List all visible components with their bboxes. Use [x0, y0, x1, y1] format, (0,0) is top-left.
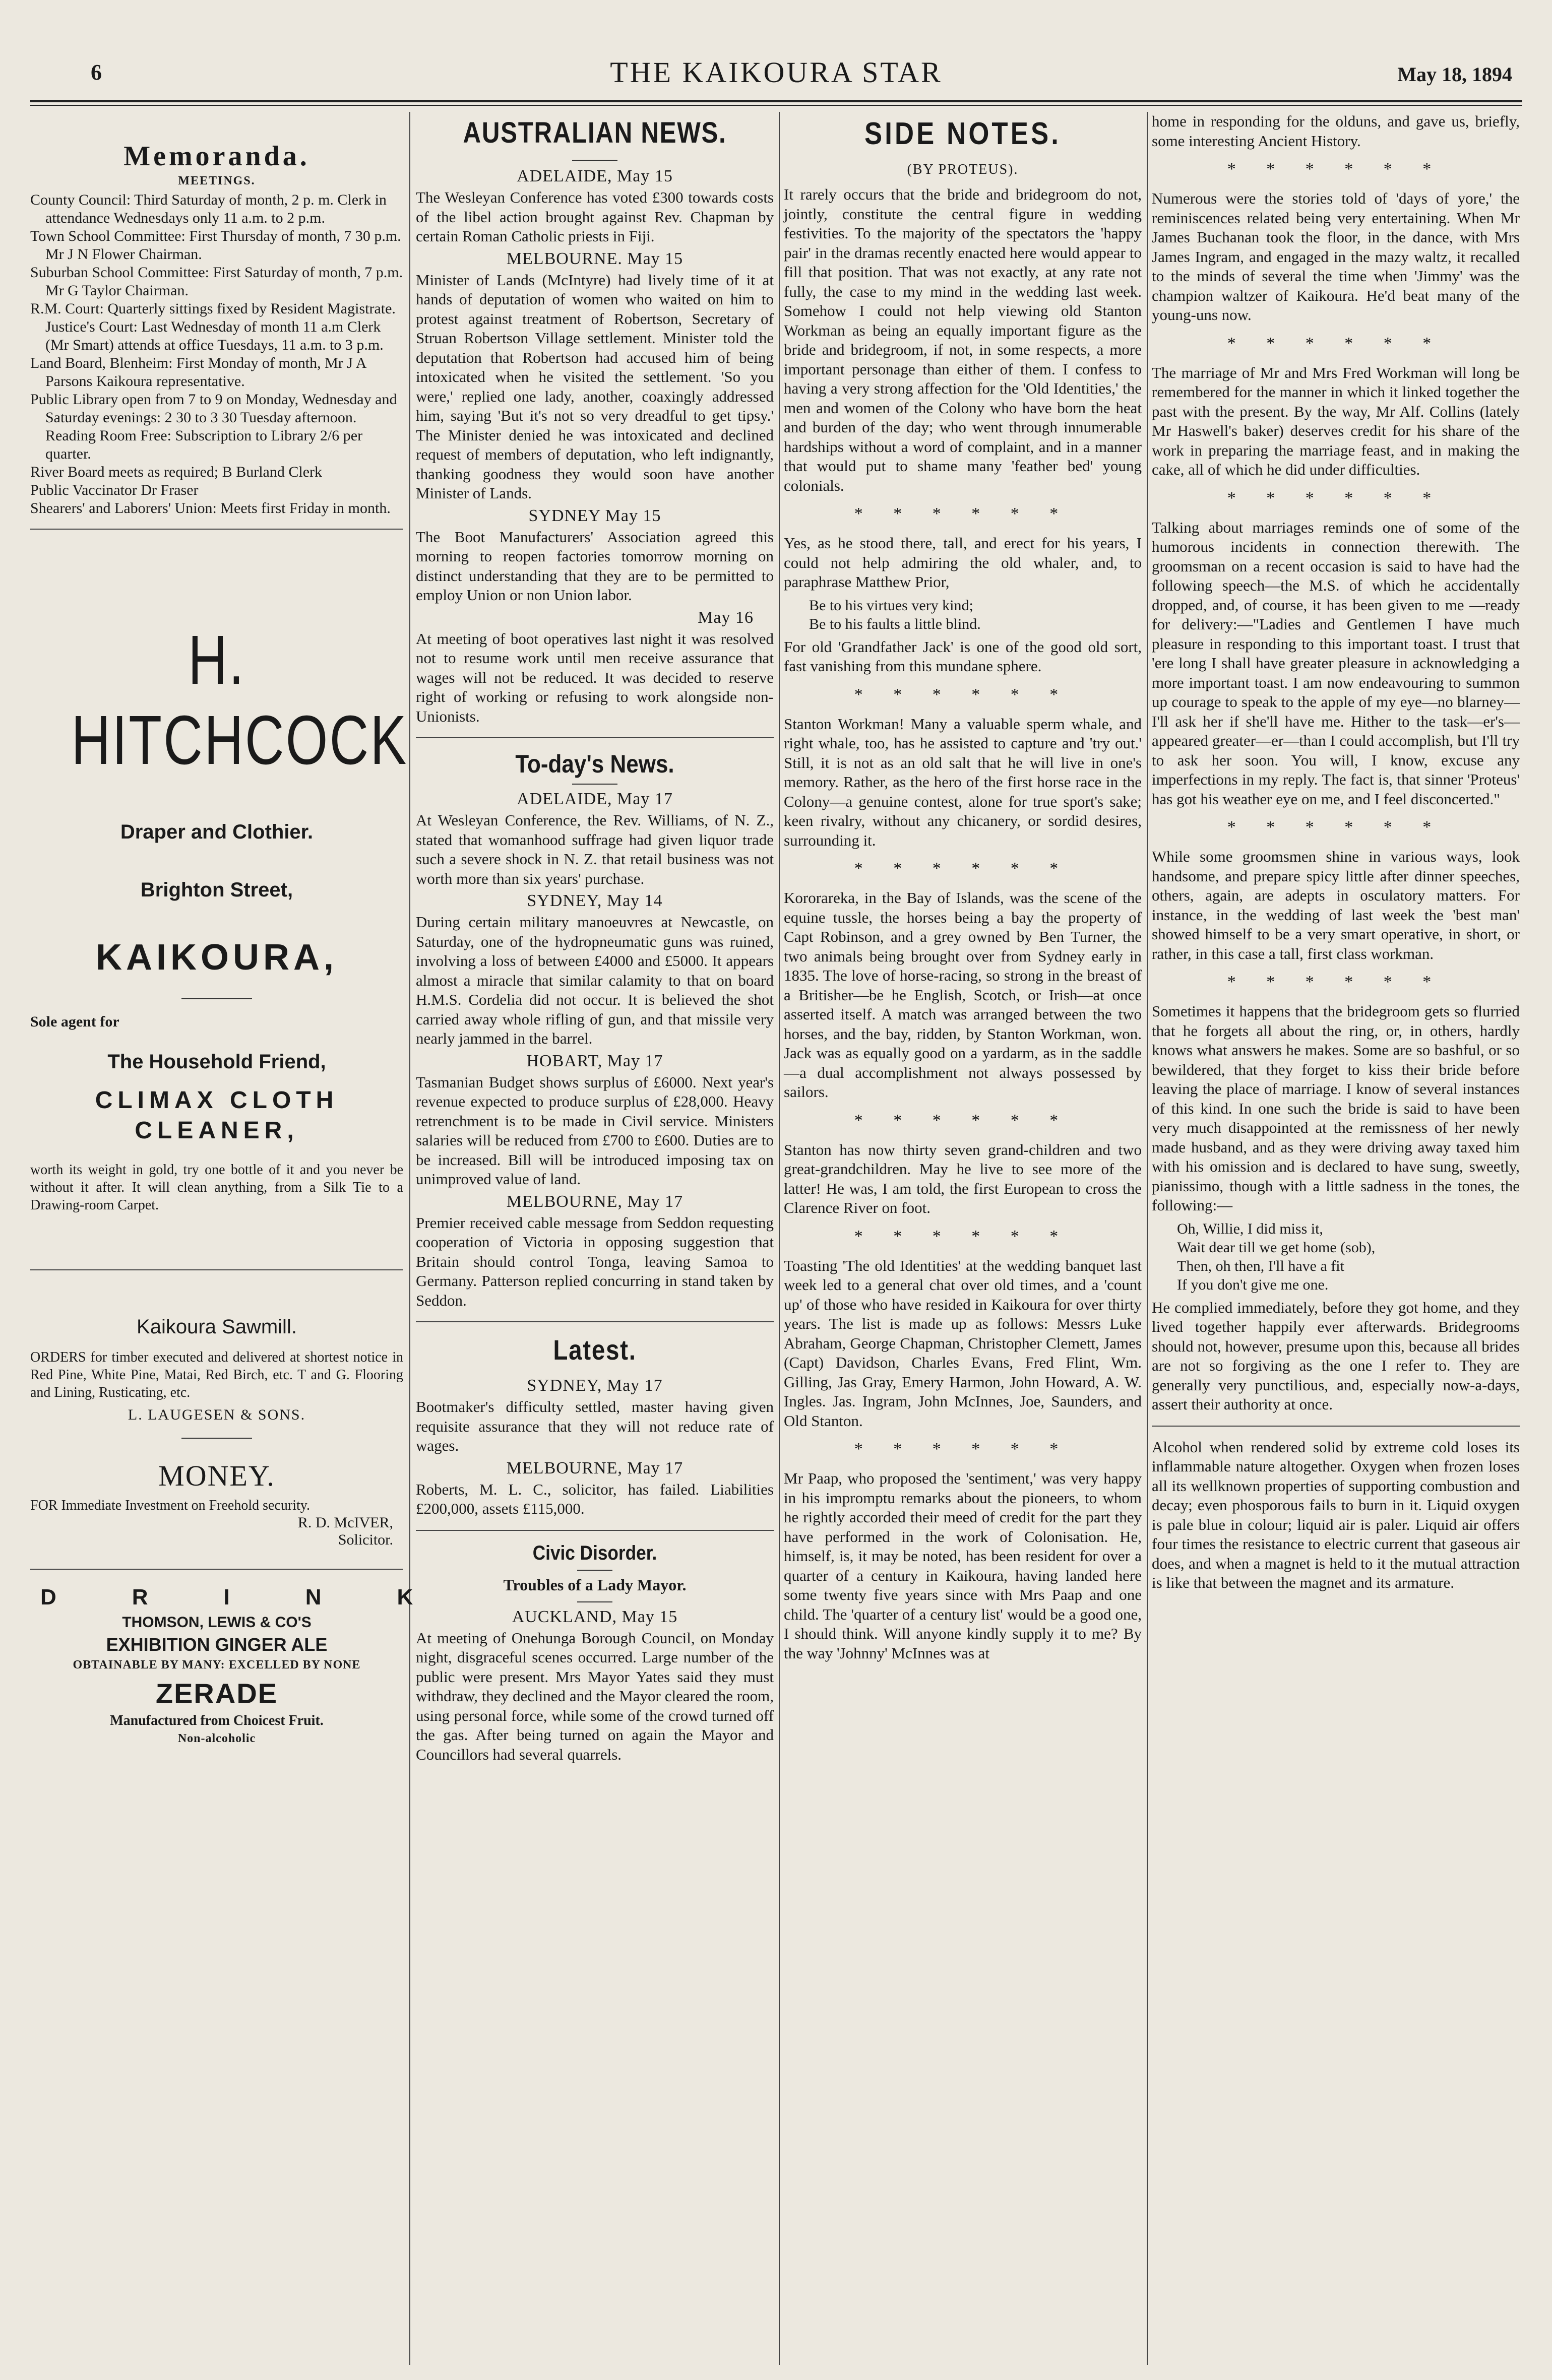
newspaper-title: THE KAIKOURA STAR	[610, 56, 943, 89]
news-paragraph: At Wesleyan Conference, the Rev. Williams, of N. Z., stated that womanhood suffrage had given liquor trade such a severe shock in N. Z. that retail business was not worth more than six years' purchase.	[416, 811, 774, 887]
news-paragraph: Bootmaker's difficulty settled, master having given requisite assurance that they will not reduce rate of wages.	[416, 1398, 774, 1454]
news-dateline: AUCKLAND, May 15	[512, 1607, 678, 1626]
article-paragraph: Alcohol when rendered solid by extreme cold loses its inflammable nature altogether. Oxygen when frozen loses all its wellknown properties of supporting combustion and decay; even phosporous fails to burn in it. Liquid oxygen is pale blue in colour; liquid air is paler. Liquid air offers four times the resistance to electric current that gaseous air does, and when a magnet is held to it the mutual attraction is like that between the magnet and its armature.	[1152, 1438, 1520, 1591]
drink-ad-word: DRINK	[40, 1585, 489, 1610]
news-paragraph: Premier received cable message from Seddon requesting cooperation of Victoria in opposing suggestion that Britain should control Tonga, leaving Samoa to Germany. Patterson replied concurring in stand taken by Seddon.	[416, 1213, 774, 1309]
news-dateline: SYDNEY, May 14	[527, 891, 663, 910]
article-paragraph: The marriage of Mr and Mrs Fred Workman will long be remembered for the manner in which it linked together the past with the present. By the way, Mr Alf. Collins (lately Mr Haswell's baker) deserves credit for his share of the work in preparing the marriage feast, and in making the cake, all of which he did under difficulties.	[1152, 363, 1520, 478]
drink-ad-tagline: Manufactured from Choicest Fruit.	[110, 1713, 324, 1728]
star-divider: * * * * * *	[854, 1440, 1072, 1458]
article-paragraph: Yes, as he stood there, tall, and erect for his years, I could not help admiring the old whaler, and, to paraphrase Matthew Prior,	[784, 534, 1142, 591]
memoranda-heading: Memoranda.	[123, 141, 310, 172]
memo-item: Shearers' and Laborers' Union: Meets first Friday in month.	[30, 500, 391, 517]
article-paragraph: Stanton has now thirty seven grand-children and two great-grandchildren. May he live to see more of the latter! He was, I am told, the first European to cross the Clarence River on foot.	[784, 1140, 1142, 1216]
section-rule	[30, 529, 403, 530]
short-rule	[181, 1438, 252, 1439]
star-divider: * * * * * *	[1227, 973, 1445, 991]
hitchcock-ad-town: KAIKOURA,	[96, 937, 338, 978]
short-rule	[577, 1601, 612, 1602]
star-divider: * * * * * *	[1227, 818, 1445, 837]
short-rule	[572, 160, 617, 161]
memo-item: Town School Committee: First Thursday of month, 7 30 p.m. Mr J N Flower Chairman.	[30, 228, 401, 263]
column-divider	[1147, 112, 1148, 2365]
verse-line: Wait dear till we get home (sob),	[1177, 1239, 1376, 1256]
news-paragraph: During certain military manoeuvres at Newcastle, on Saturday, one of the hydropneumatic guns was ruined, involving a loss of between £4000 and £5000. It appears almost a miracle that similar calamity to that on board H.M.S. Cordelia did not occur. It is believed the shot carried away whole rifling of gun, and that missile very nearly jammed in the barrel.	[416, 913, 774, 1047]
memo-item: R.M. Court: Quarterly sittings fixed by Resident Magistrate. Justice's Court: Last Wednesday of month 11 a.m Clerk (Mr Smart) attends at office Tuesdays, 11 a.m. to 3 p.m.	[30, 300, 396, 353]
star-divider: * * * * * *	[854, 1111, 1072, 1130]
news-dateline: ADELAIDE, May 17	[517, 790, 673, 808]
drink-ad-product: EXHIBITION GINGER ALE	[106, 1634, 328, 1655]
article-paragraph: Kororareka, in the Bay of Islands, was the scene of the equine tussle, the horses being a bay the property of Capt Robinson, and a grey owned by Ben Turner, the two animals being brought over from Sydney early in 1835. The love of horse-racing, so strong in the breast of a Britisher—be he English, Scotch, or Irish—at once asserted itself. A match was arranged between the two horses, and the bay, ridden, by Stanton Workman, won. Jack was as equally good on a yardarm, as in the saddle—a dual accomplishment not always possessed by sailors.	[784, 889, 1142, 1101]
news-paragraph: At meeting of boot operatives last night it was resolved not to resume work until men receive assurance that wages will not be reduced. It was decided to reserve right of working or refusing to work alongside non-Unionists.	[416, 629, 774, 725]
verse-line: If you don't give me one.	[1177, 1276, 1329, 1293]
column-2	[416, 112, 774, 2370]
star-divider: * * * * * *	[854, 1227, 1072, 1246]
star-divider: * * * * * *	[1227, 160, 1445, 178]
hitchcock-ad-trade: Draper and Clothier.	[120, 821, 314, 843]
masthead	[30, 55, 1522, 96]
todays-news-heading: To-day's News.	[515, 750, 674, 778]
news-dateline: MELBOURNE, May 17	[506, 1458, 684, 1477]
star-divider: * * * * * *	[854, 859, 1072, 878]
star-divider: * * * * * *	[854, 685, 1072, 704]
section-rule	[1152, 1426, 1520, 1427]
verse-quote	[809, 596, 1142, 633]
side-notes-heading: SIDE NOTES.	[864, 116, 1061, 151]
money-ad-signature-title: Solicitor.	[338, 1531, 393, 1548]
section-rule	[30, 1569, 403, 1570]
hitchcock-ad-body: worth its weight in gold, try one bottle of it and you never be without it after. It will clean anything, from a Silk Tie to a Drawing-room Carpet.	[30, 1162, 403, 1213]
article-paragraph: Toasting 'The old Identities' at the wedding banquet last week led to a general chat over old times, and a 'count up' of those who have resided in Kaikoura for over thirty years. The list is made up as follows: Messrs Luke Abraham, George Chapman, Christopher Clemett, James (Capt) Davidson, Charles Evans, Fred Flint, Wm. Gilling, Jas Gray, Emery Harmon, John Howard, A. W. Ingles. Jas. Ingram, John McInnes, Joe, Saunders, and Old Stanton.	[784, 1256, 1142, 1430]
news-dateline: MELBOURNE. May 15	[506, 249, 684, 268]
money-ad-body: FOR Immediate Investment on Freehold security.	[30, 1498, 310, 1513]
short-rule	[572, 784, 617, 785]
verse-line: Be to his virtues very kind;	[809, 597, 973, 614]
hitchcock-ad-agent: Sole agent for	[30, 1013, 119, 1030]
drink-ad-tagline-2: Non-alcoholic	[177, 1732, 256, 1745]
article-paragraph: Talking about marriages reminds one of some of the humorous incidents in connection therewith. The groomsman on a recent occasion is said to have had the following speech—the M.S. of which he accidentally dropped, and, of course, it has been given to me —ready for delivery:—"Ladies and Gentlemen I have much pleasure in responding to this important toast. I trust that 'ere long I shall have greater pleasure in acknowledging a more important toast. I am now endeavouring to summon up courage to speak to the apple of my eye—no blarney—I'll ask her if she'll have me. Hither to the task—er's—appeared greater—er—than I could accomplish, but I'll try to ask her soon. You will, I know, excuse any imperfections in my reply. The fact is, that sinner 'Proteus' has got his weather eye on me, and I feel disconcerted."	[1152, 518, 1520, 808]
drink-ad-maker: THOMSON, LEWIS & CO'S	[122, 1614, 312, 1631]
news-dateline: SYDNEY, May 17	[527, 1376, 663, 1395]
hitchcock-ad-product: The Household Friend,	[107, 1051, 326, 1073]
news-dateline: SYDNEY May 15	[528, 506, 661, 525]
article-paragraph: While some groomsmen shine in various ways, look handsome, and prepare spicy little after dinner speeches, others, again, are adepts in osculatory matters. For instance, in the wedding of last week the 'best man' showed himself to be a very smart operative, in short, or rather, in this case a tall, first class workman.	[1152, 848, 1520, 962]
section-rule	[416, 737, 774, 738]
issue-date: May 18, 1894	[1397, 63, 1512, 86]
section-rule	[416, 1530, 774, 1531]
hitchcock-ad-street: Brighton Street,	[140, 879, 293, 901]
civic-disorder-heading: Civic Disorder.	[532, 1541, 657, 1564]
section-rule	[416, 1321, 774, 1322]
memo-item: Suburban School Committee: First Saturday of month, 7 p.m. Mr G Taylor Chairman.	[30, 264, 403, 299]
column-4	[1152, 112, 1520, 2370]
article-paragraph: Mr Paap, who proposed the 'sentiment,' was very happy in his impromptu remarks about the pioneers, to whom he rightly accorded their meed of credit for the part they have performed in the work of Colonisation. He, himself, is, it may be noted, has been resident for over a quarter of a century in Kaikoura, having landed here some twenty five years since with Mrs Paap and one child. The 'quarter of a century list' would be a good one, I should think. Will anyone kindly supply it to me? By the way 'Johnny' McInnes was at	[784, 1469, 1142, 1662]
star-divider: * * * * * *	[1227, 488, 1445, 507]
news-dateline: ADELAIDE, May 15	[517, 167, 673, 185]
memo-item: River Board meets as required; B Burland Clerk	[30, 464, 323, 480]
verse-line: Oh, Willie, I did miss it,	[1177, 1220, 1323, 1237]
news-paragraph: Minister of Lands (McIntyre) had lively time of it at hands of deputation of women who waited on him to protest against treatment of Robertson, Secretary of Struan Robertson Village settlement. Minister told the deputation that Robertson had accused him of being intoxicated when he visited the settlement. 'So you were,' replied one lady, another, coaxingly addressed him, saying 'But it's not so very dreadful to get tipsy.' The Minister denied he was intoxicated and declined request of members of deputation, who left indignantly, thanking goodness they would soon have another Minister of Lands.	[416, 271, 774, 502]
short-rule	[577, 1570, 612, 1571]
article-paragraph: He complied immediately, before they got home, and they lived together happily ever afterwards. Bridegrooms should not, however, presume upon this, because all brides are not so forgiving as the one I refer to. They are generally very punctilious, and, especially now-a-days, assert their authority at once.	[1152, 1298, 1520, 1413]
section-rule	[30, 1269, 403, 1270]
article-paragraph: It rarely occurs that the bride and bridegroom do not, jointly, constitute the central figure in wedding festivities. To the majority of the spectators the 'happy pair' in the dramas recently enacted here would appear to fill that position. That was not exactly, at any rate not fully, the case to my mind in the wedding last week. Somehow I could not help viewing old Stanton Workman as being an equally important figure as the bride and bridegroom, if not, in some respects, a more important personage than either of them. I confess to having a very strong affection for the 'Old Identities,' the men and women of the Colony who have born the heat and burden of the day; who went through innumerable hardships without a word of complaint, and in a manner that would put to shame many 'feather bed' young colonials.	[784, 185, 1142, 494]
news-dateline: HOBART, May 17	[526, 1051, 663, 1070]
memo-item: Public Library open from 7 to 9 on Monday, Wednesday and Saturday evenings: 2 30 to 3 30 Tuesday afternoon. Reading Room Free: Subscription to Library 2/6 per quarter.	[30, 391, 397, 462]
article-paragraph: home in responding for the olduns, and gave us, briefly, some interesting Ancient History.	[1152, 112, 1520, 150]
civic-disorder-subheading: Troubles of a Lady Mayor.	[503, 1575, 687, 1594]
sawmill-ad-title: Kaikoura Sawmill.	[137, 1316, 297, 1338]
drink-ad-brand: ZERADE	[155, 1678, 278, 1709]
column-1	[30, 112, 489, 2370]
article-paragraph: For old 'Grandfather Jack' is one of the good old sort, fast vanishing from this mundane sphere.	[784, 637, 1142, 675]
column-divider	[409, 112, 410, 2365]
memo-item: Land Board, Blenheim: First Monday of month, Mr J A Parsons Kaikoura representative.	[30, 355, 366, 390]
page-number: 6	[91, 60, 102, 85]
news-paragraph: Roberts, M. L. C., solicitor, has failed. Liabilities £200,000, assets £115,000.	[416, 1480, 774, 1517]
news-paragraph: The Wesleyan Conference has voted £300 towards costs of the libel action brought against Rev. Chapman by certain Roman Catholic priests in Fiji.	[416, 188, 774, 245]
australian-news-heading: AUSTRALIAN NEWS.	[463, 116, 727, 149]
news-dateline: May 16	[698, 608, 754, 627]
verse-line: Be to his faults a little blind.	[809, 615, 981, 632]
news-paragraph: The Boot Manufacturers' Association agreed this morning to reopen factories tomorrow morning on distinct understanding that they are to be permitted to employ Union or non Union labor.	[416, 528, 774, 604]
short-rule	[181, 998, 252, 999]
drink-ad-line: OBTAINABLE BY MANY: EXCELLED BY NONE	[73, 1658, 361, 1671]
money-ad-signature-name: R. D. McIVER,	[297, 1514, 393, 1531]
article-paragraph: Stanton Workman! Many a valuable sperm whale, and right whale, too, has he assisted to capture and 'try out.' Still, it is not as an old salt that he will live in one's memory. Rather, as the hero of the first horse race in the Colony—a genuine contest, alone for true sport's sake; keen rivalry, without any chicanery, or sordid desires, surrounding it.	[784, 715, 1142, 849]
memoranda-list	[30, 191, 403, 518]
news-paragraph: At meeting of Onehunga Borough Council, on Monday night, disgraceful scenes occurred. Large number of the public were present. Mrs Mayor Yates said they must withdraw, they declined and the Mayor cleared the room, using personal force, while some of the crowd turned off the gas. After being turned on again the Mayor and Councillors had several quarrels.	[416, 1629, 774, 1763]
news-paragraph: Tasmanian Budget shows surplus of £6000. Next year's revenue expected to produce surplus of £28,000. Heavy retrenchment is to be made in Civil service. Ministers salaries will be reduced from £700 to £600. Duties are to be increased. Bill will be introduced imposing tax on unimproved value of land.	[416, 1073, 774, 1188]
column-3	[784, 112, 1142, 2370]
hitchcock-ad-climax: CLIMAX CLOTH CLEANER,	[95, 1087, 339, 1144]
column-divider	[779, 112, 780, 2365]
star-divider: * * * * * *	[854, 504, 1072, 523]
memo-item: Public Vaccinator Dr Fraser	[30, 482, 199, 498]
article-paragraph: Numerous were the stories told of 'days of yore,' the reminiscences related being very entertaining. When Mr James Buchanan took the floor, in the dance, with Mrs James Ingram, and engaged in the mazy waltz, it recalled to the minds of several the time when 'Jimmy' was the champion waltzer of Kaikoura. He'd beat many of the young-uns now.	[1152, 189, 1520, 324]
article-paragraph: Sometimes it happens that the bridegroom gets so flurried that he forgets all about the ring, or, in others, hardly knows what answers he makes. Some are so bashful, or so bewildered, that they forget to kiss their bride before leaving the place of marriage. I know of several instances of this kind. In one such the bride is said to have been very much disappointed at the remissness of her newly made husband, and as they were driving away taxed him with his omission and is declared to have sung, sweetly, pianissimo, though with a little sadness in the tones, the following:—	[1152, 1002, 1520, 1214]
star-divider: * * * * * *	[1227, 334, 1445, 353]
verse-quote	[1177, 1219, 1520, 1294]
latest-heading: Latest.	[553, 1334, 637, 1366]
news-dateline: MELBOURNE, May 17	[506, 1192, 684, 1211]
masthead-rule-thin	[30, 105, 1522, 106]
hitchcock-ad-name: H. HITCHCOCK	[71, 621, 408, 779]
verse-line: Then, oh then, I'll have a fit	[1177, 1257, 1344, 1274]
money-ad-title: MONEY.	[158, 1459, 275, 1492]
masthead-rule-thick	[30, 100, 1522, 102]
sawmill-ad-signature: L. LAUGESEN & SONS.	[128, 1406, 306, 1423]
meetings-subheading: MEETINGS.	[178, 174, 256, 187]
memo-item: County Council: Third Saturday of month, 2 p. m. Clerk in attendance Wednesdays only 11 a.m. to 2 p.m.	[30, 191, 387, 226]
side-notes-byline: (BY PROTEUS).	[907, 162, 1019, 177]
sawmill-ad-body: ORDERS for timber executed and delivered at shortest notice in Red Pine, White Pine, Matai, Red Birch, etc. T and G. Flooring and Lining, Rusticating, etc.	[30, 1349, 403, 1400]
